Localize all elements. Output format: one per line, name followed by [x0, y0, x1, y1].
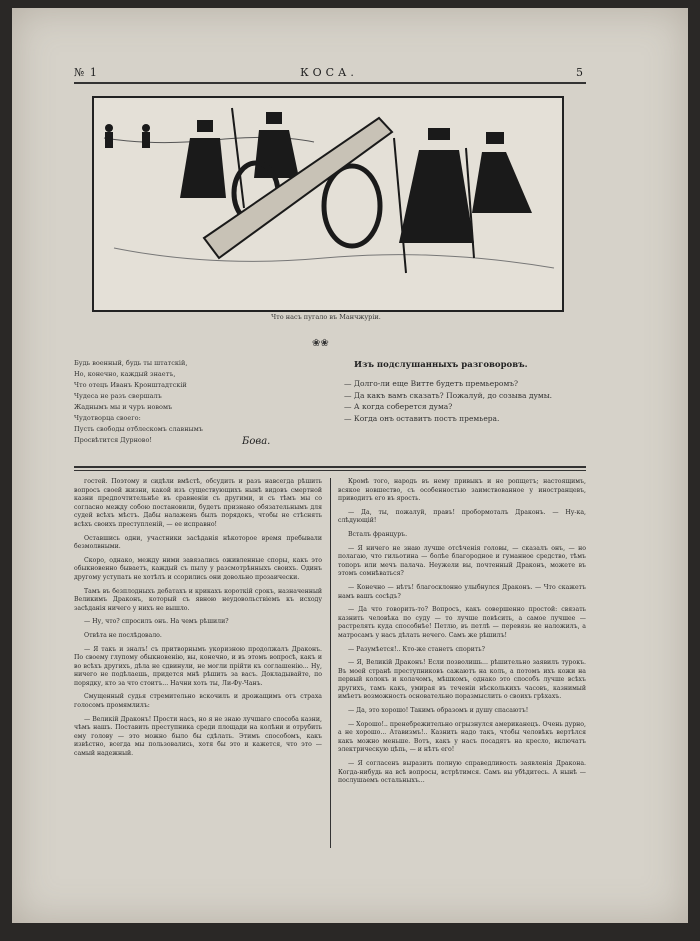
- poem-line: Но, конечно, каждый знаетъ,: [74, 370, 176, 378]
- article-paragraph: — Я, Великій Драконъ! Если позволишь... рѣшительно заявилъ турокъ. Въ моей странѣ преступниковъ сажаютъ на колъ, а потомъ ихъ кожи на первый колокъ и колачомъ, мѣшкомъ, однако это способъ лучше всѣхъ другихъ, тамъ какъ, умирая въ теченіи нѣсколькихъ часовъ, казнимый имѣетъ возможность основательно поразмыслить о своихъ грѣхахъ.: [338, 659, 586, 701]
- article-paragraph: Скоро, однако, между ними завязались оживленные споры, какъ это обыкновенно бываетъ, каждый съ пылу у разсмотрѣнныхъ своихъ. Одинъ другому уступать не хотѣлъ и ссорились они довольно прозаически.: [74, 556, 322, 581]
- page-header: [74, 66, 584, 80]
- article-paragraph: — Да, ты, пожалуй, правъ! пробормоталъ Драконъ. — Ну-ка, слѣдующій!: [338, 508, 586, 525]
- article-paragraph: Кромѣ того, народъ въ нему привыкъ и не ропщетъ; настоящимъ, всякое новшество, съ особенностью заимствованное у иностранцевъ, приводитъ его въ ярость.: [338, 478, 586, 503]
- newspaper-page: [12, 8, 688, 923]
- conversation-line: — Да какъ вамъ сказать? Пожалуй, до созыва думы.: [344, 390, 553, 400]
- article-paragraph: Смущенный судья стремительно вскочилъ и дрожащимъ отъ страха голосомъ промямлилъ:: [74, 693, 322, 710]
- page-number: 5: [576, 66, 584, 79]
- poem: [74, 358, 324, 446]
- masthead-title: КОСА.: [300, 66, 358, 79]
- article-column-left: [74, 478, 322, 764]
- article-paragraph: Оставшись одни, участники засѣданія нѣкоторое время пребывали безмолвными.: [74, 534, 322, 551]
- poem-line: Пусть свободы отблескомъ славнымъ: [74, 425, 203, 433]
- conversation: [344, 378, 592, 424]
- poem-signature: Бова.: [242, 436, 271, 447]
- article-paragraph: — Я согласенъ выразить полную справедливость заявленія Дракона. Когда-нибудь на всѣ вопросы, встрѣтимся. Самъ вы убѣдитесь. А нынѣ — послушаемъ остальныхъ...: [338, 760, 586, 785]
- conversation-line: — А когда соберется дума?: [344, 402, 453, 411]
- article-paragraph: — Великій Драконъ! Прости насъ, но я не знаю лучшаго способа казни, чѣмъ нашъ. Поставить преступника среди площади на колѣни и отрубить ему голову — это можно было бы сдѣлать. Этимъ способомъ, какъ извѣстно, всегда мы пользовались, хотя бы это и кажется, что это — самый надежный.: [74, 715, 322, 758]
- header-rule: [74, 82, 586, 84]
- article-paragraph: — Хорошо!.. пренебрежительно огрызнулся американецъ. Очень дурно, а не хорошо... Атавизмъ!.. Казнить надо такъ, чтобы человѣкъ вертѣлся какъ можно меньше. Вотъ, какъ у насъ посадятъ на кресло, включатъ электрическую цѣпь, — и нѣтъ его!: [338, 720, 586, 754]
- column-divider: [330, 478, 331, 848]
- article-paragraph: — Да, это хорошо! Такимъ образомъ и душу спасаютъ!: [348, 707, 529, 715]
- article-paragraph: Тамъ въ безплодныхъ дебатахъ и крикахъ короткій срокъ, назначенный Великимъ Драконъ, который съ явною неудовольствіемъ къ исходу засѣданія ничего у нихъ не вышло.: [74, 587, 322, 612]
- cartoon-illustration: [92, 96, 564, 312]
- conversation-line: — Долго-ли еще Витте будетъ премьеромъ?: [344, 379, 519, 388]
- section-rule: [74, 466, 586, 468]
- poem-line: Что отецъ Иванъ Кронштадтскій: [74, 381, 187, 389]
- conversation-line: — Когда онъ оставитъ постъ премьера.: [344, 413, 500, 423]
- article-paragraph: — Разумѣется!.. Кто-же станетъ спорить?: [348, 645, 485, 653]
- article-paragraph: — Я такъ и зналъ! съ притворнымъ укоризною продолжалъ Драконъ. По своему глупому обыкновенію, вы, конечно, и въ этомъ вопросѣ, какъ и во всѣхъ другихъ, дѣла не сдвинули, не могли прійти къ соглашенію... Ну, ничего не подѣлаешь, придется мнѣ рѣшить за васъ. Докладывайте, по порядку, кто за что стоитъ... Начни хоть ты, Ли-Фу-Чанъ.: [74, 645, 322, 687]
- article-paragraph: Всталъ француръ.: [348, 530, 408, 538]
- article-paragraph: гостей. Поэтому и сидѣли вмѣстѣ, обсудить и разъ навсегда рѣшить вопросъ своей жизни, какой изъ существующихъ нынѣ видовъ смертной казни предпочтительнѣе въ сравненіи съ другими, и съ тѣмъ мы со согласно между собою постановили, будетъ признано обязательнымъ для судей всѣхъ мѣстъ. Дабы налаженъ былъ порядокъ, чтобы не стѣснять всѣхъ своихъ преступленій, — ее исправно!: [74, 478, 322, 528]
- issue-number: № 1: [74, 66, 98, 79]
- poem-line: Жаднымъ мы и чуръ новомъ: [74, 403, 173, 411]
- poem-line: Просвѣтится Дурново!: [74, 436, 152, 444]
- article-paragraph: — Ну, что? спросилъ онъ. На чемъ рѣшили?: [84, 618, 229, 626]
- illustration-caption: Что насъ пугало въ Манчжуріи.: [271, 313, 381, 321]
- poem-line: Чудеса не разъ свершалъ: [74, 392, 162, 400]
- section-rule-thin: [74, 470, 586, 471]
- conversation-title: Изъ подслушанныхъ разговоровъ.: [354, 360, 528, 370]
- article-paragraph: — Да что говорить-то? Вопросъ, какъ совершенно простой: связать казнить человѣка по суду — то лучше повѣсить, а самое лучшее — растрелять куда способнѣе! Петлю, въ петлѣ — перевязь не наложилъ, а матросамъ у насъ дѣлать нечего. Самъ же рѣшилъ!: [338, 606, 586, 639]
- poem-line: Чудотворца своего:: [74, 414, 141, 422]
- article-paragraph: — Я ничего не знаю лучше отсѣченія головы, — сказалъ онъ, — но полагаю, что гильотина — болѣе благородное и гуманное средство, тѣмъ топоръ или мечъ палача. Неужели вы, почтенный Драконъ, можете въ этомъ сомнѣваться?: [338, 544, 586, 578]
- article-column-right: [338, 478, 586, 791]
- article-paragraph: — Конечно — нѣтъ! благосклонно улыбнулся Драконъ. — Что скажетъ намъ вашъ сосѣдъ?: [338, 583, 586, 600]
- poem-line: Будь военный, будь ты штатскій,: [74, 359, 188, 367]
- article-paragraph: Отвѣта не послѣдовало.: [84, 631, 162, 639]
- ornament: ❀❀: [312, 338, 329, 349]
- cartoon-drawing: [94, 98, 562, 310]
